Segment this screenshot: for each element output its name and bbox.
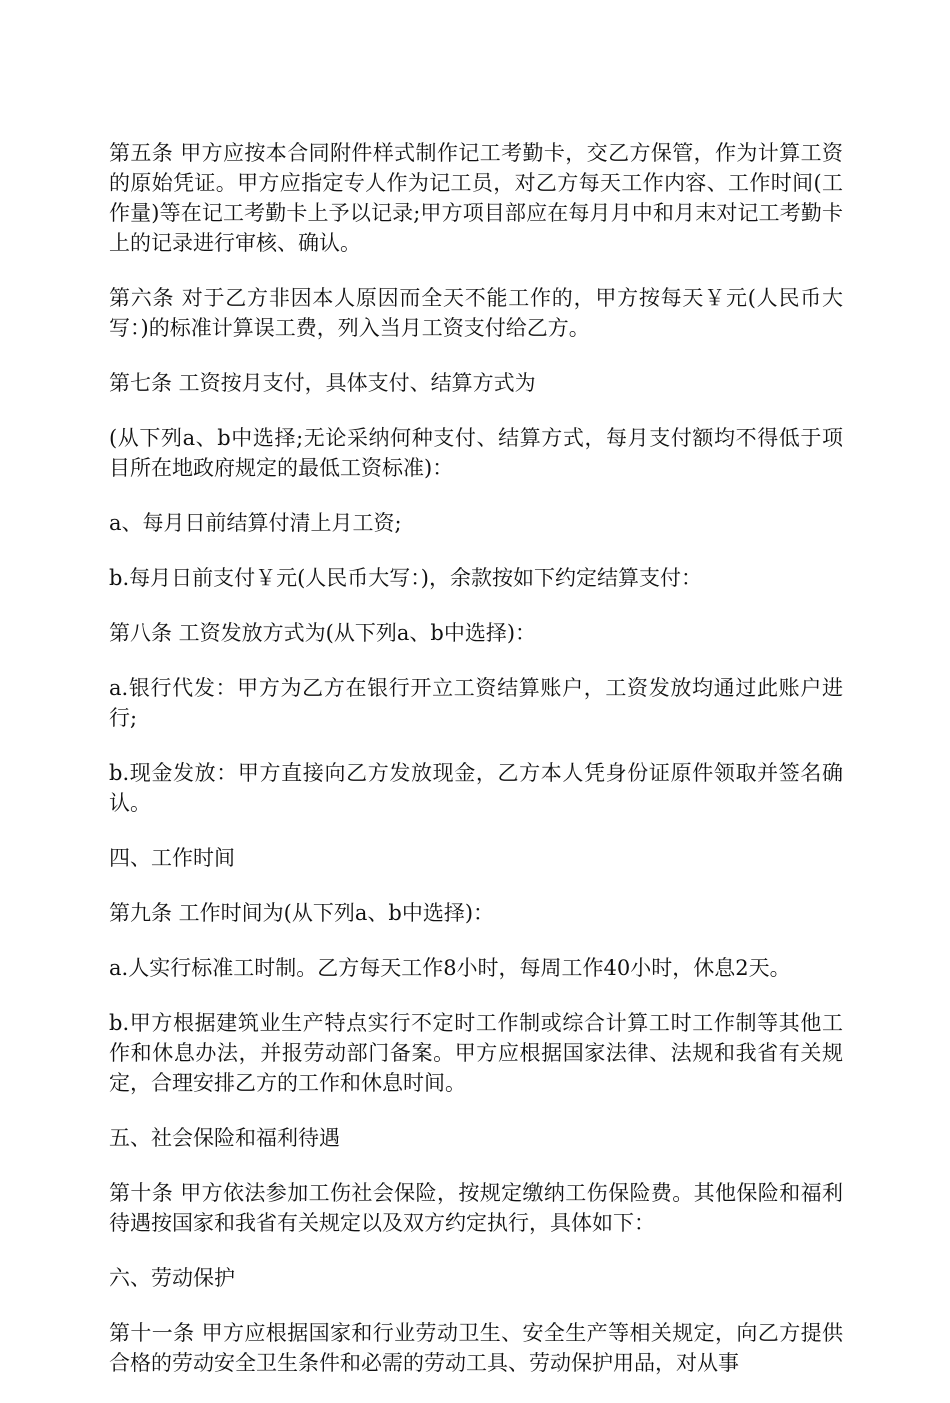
article-9-option-a: a.人实行标准工时制。乙方每天工作8小时，每周工作40小时，休息2天。 xyxy=(109,956,791,980)
article-10: 第十条 甲方依法参加工伤社会保险，按规定缴纳工伤保险费。其他保险和福利待遇按国家和我省有关规定以及双方约定执行，具体如下： xyxy=(109,1181,843,1235)
article-8-option-a: a.银行代发：甲方为乙方在银行开立工资结算账户，工资发放均通过此账户进行; xyxy=(109,676,843,730)
document-body xyxy=(109,138,843,1403)
section-heading-social-insurance: 五、社会保险和福利待遇 xyxy=(109,1126,340,1150)
article-11: 第十一条 甲方应根据国家和行业劳动卫生、安全生产等相关规定，向乙方提供合格的劳动安全卫生条件和必需的劳动工具、劳动保护用品，对从事 xyxy=(109,1321,843,1375)
article-5: 第五条 甲方应按本合同附件样式制作记工考勤卡，交乙方保管，作为计算工资的原始凭证。甲方应指定专人作为记工员，对乙方每天工作内容、工作时间(工作量)等在记工考勤卡上予以记录;甲方项目部应在每月月中和月末对记工考勤卡上的记录进行审核、确认。 xyxy=(109,141,843,255)
article-7-option-a: a、每月日前结算付清上月工资; xyxy=(109,511,402,535)
article-7-note: (从下列a、b中选择;无论采纳何种支付、结算方式，每月支付额均不得低于项目所在地政府规定的最低工资标准)： xyxy=(109,426,843,480)
article-7-option-b: b.每月日前支付￥元(人民币大写：)，余款按如下约定结算支付： xyxy=(109,566,703,590)
article-8-option-b: b.现金发放：甲方直接向乙方发放现金，乙方本人凭身份证原件领取并签名确认。 xyxy=(109,761,843,815)
section-heading-labor-protection: 六、劳动保护 xyxy=(109,1266,235,1290)
section-heading-working-hours: 四、工作时间 xyxy=(109,846,235,870)
article-7: 第七条 工资按月支付，具体支付、结算方式为 xyxy=(109,371,536,395)
article-9: 第九条 工作时间为(从下列a、b中选择)： xyxy=(109,901,495,925)
article-8: 第八条 工资发放方式为(从下列a、b中选择)： xyxy=(109,621,537,645)
article-6: 第六条 对于乙方非因本人原因而全天不能工作的，甲方按每天￥元(人民币大写：)的标准计算误工费，列入当月工资支付给乙方。 xyxy=(109,286,843,340)
article-9-option-b: b.甲方根据建筑业生产特点实行不定时工作制或综合计算工时工作制等其他工作和休息办法，并报劳动部门备案。甲方应根据国家法律、法规和我省有关规定，合理安排乙方的工作和休息时间。 xyxy=(109,1011,843,1095)
